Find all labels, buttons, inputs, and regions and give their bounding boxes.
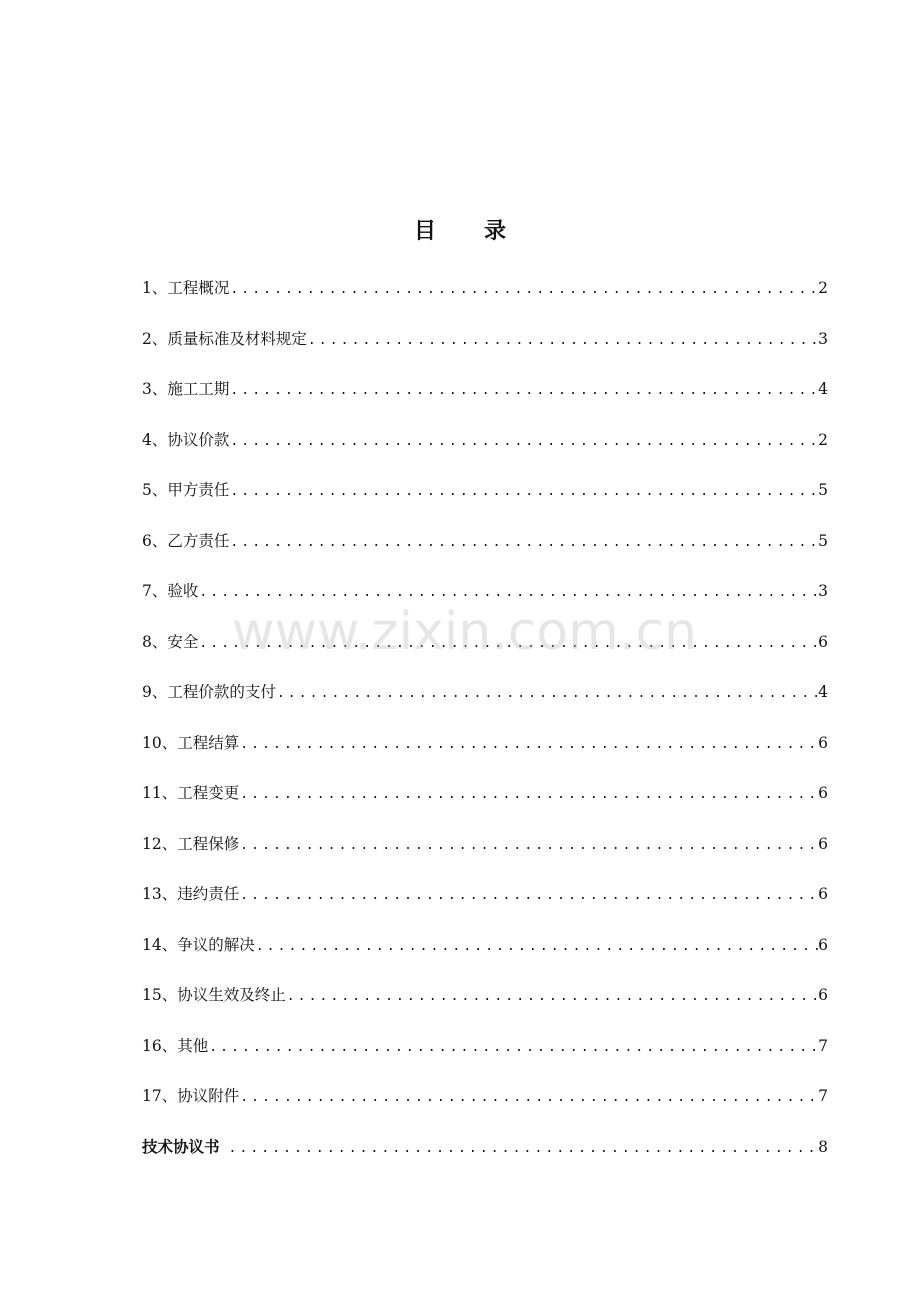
toc-entry[interactable] <box>142 775 828 826</box>
toc-title-char-1: 目 <box>413 219 436 244</box>
toc-entry-label: 3、施工工期 <box>142 380 230 398</box>
toc-entry-label: 11、工程变更 <box>142 784 240 802</box>
toc-entry-label: 12、工程保修 <box>142 834 240 853</box>
toc-entry-label: 10、工程结算 <box>142 733 240 752</box>
toc-entry-page: 6 <box>818 784 828 802</box>
toc-entry-page: 7 <box>818 1036 828 1055</box>
toc-dot-leader <box>229 424 818 460</box>
toc-entry-page: 6 <box>818 935 828 954</box>
toc-dot-leader <box>239 777 818 813</box>
toc-entry-label: 16、其他 <box>142 1036 209 1055</box>
toc-entry-label: 17、协议附件 <box>142 1087 240 1105</box>
toc-entry-page: 6 <box>818 885 828 903</box>
toc-entry[interactable] <box>142 624 828 675</box>
toc-entry-label: 8、安全 <box>142 632 199 651</box>
toc-entry-label: 4、协议价款 <box>142 430 230 449</box>
toc-dot-leader <box>208 1030 818 1066</box>
toc-dot-leader <box>239 828 818 864</box>
toc-entry-page: 6 <box>818 733 828 752</box>
toc-dot-leader <box>307 323 818 359</box>
toc-entry[interactable] <box>142 725 828 776</box>
toc-entry-page: 4 <box>818 683 828 701</box>
toc-dot-leader <box>239 1080 818 1116</box>
toc-entry-label: 5、甲方责任 <box>142 481 230 499</box>
toc-entry-page: 2 <box>818 279 828 297</box>
toc-entry-page: 6 <box>818 986 828 1004</box>
toc-dot-leader <box>276 676 818 712</box>
toc-entry[interactable] <box>142 573 828 624</box>
toc-entry[interactable] <box>142 371 828 422</box>
toc-entry[interactable] <box>142 1078 828 1129</box>
toc-entry-label: 9、工程价款的支付 <box>142 683 276 701</box>
toc-entry[interactable] <box>142 1028 828 1079</box>
toc-entry[interactable] <box>142 321 828 372</box>
toc-entry-page: 3 <box>818 582 828 600</box>
toc-entry-page: 6 <box>818 632 828 651</box>
toc-entry-label: 14、争议的解决 <box>142 935 255 954</box>
toc-entry[interactable] <box>142 977 828 1028</box>
toc-entry-page: 5 <box>818 531 828 550</box>
toc-entry-label: 15、协议生效及终止 <box>142 986 286 1004</box>
toc-dot-leader <box>198 626 818 662</box>
toc-dot-leader <box>255 929 818 965</box>
toc-entry-page: 8 <box>818 1137 828 1156</box>
watermark: www.zixin.com.cn <box>232 602 697 662</box>
toc-entry-label: 7、验收 <box>142 582 199 600</box>
toc-entry[interactable] <box>142 674 828 725</box>
toc-dot-leader <box>228 1131 818 1167</box>
toc-entry[interactable] <box>142 927 828 978</box>
toc-entry-technical-agreement[interactable] <box>142 1129 828 1180</box>
toc-entry[interactable] <box>142 472 828 523</box>
toc-dot-leader <box>229 272 818 308</box>
toc-entry-label: 13、违约责任 <box>142 885 240 903</box>
toc-dot-leader <box>229 525 818 561</box>
toc-entry-page: 4 <box>818 380 828 398</box>
toc-entry[interactable] <box>142 523 828 574</box>
toc-entry-label: 技术协议书 <box>142 1137 220 1156</box>
toc-entry-page: 5 <box>818 481 828 499</box>
toc-dot-leader <box>198 575 818 611</box>
toc-dot-leader <box>229 373 818 409</box>
toc-entry-page: 3 <box>818 329 828 348</box>
toc-dot-leader <box>239 878 818 914</box>
toc-dot-leader <box>239 727 818 763</box>
toc-entry-page: 2 <box>818 430 828 449</box>
toc-entry[interactable] <box>142 270 828 321</box>
toc-entry[interactable] <box>142 422 828 473</box>
toc-entry[interactable] <box>142 876 828 927</box>
toc-entry-label: 6、乙方责任 <box>142 531 230 550</box>
toc-dot-leader <box>286 979 818 1015</box>
toc-title-char-2: 录 <box>484 219 507 244</box>
toc-list <box>142 270 828 1179</box>
toc-entry-page: 7 <box>818 1087 828 1105</box>
toc-title <box>0 214 920 250</box>
toc-entry-label: 2、质量标准及材料规定 <box>142 329 307 348</box>
toc-dot-leader <box>229 474 818 510</box>
toc-entry-label: 1、工程概况 <box>142 279 230 297</box>
toc-entry-page: 6 <box>818 834 828 853</box>
toc-entry[interactable] <box>142 826 828 877</box>
